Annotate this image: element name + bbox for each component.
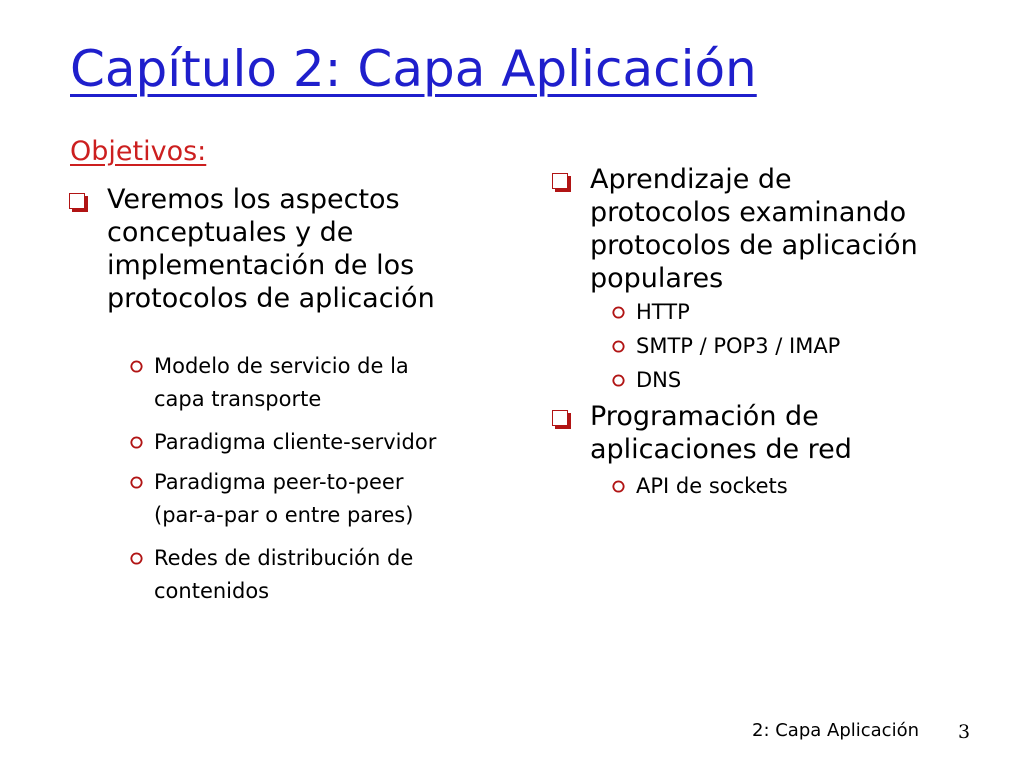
bullet-text-line: conceptuales y de [107,217,354,248]
sub-bullet-text-line: Modelo de servicio de la [154,354,409,378]
hollow-circle-bullet-icon [612,340,625,353]
sub-bullet-text-line: Paradigma peer-to-peer [154,470,404,494]
sub-bullet-item [154,466,413,532]
sub-bullet-item [154,542,413,608]
slide-title: Capítulo 2: Capa Aplicación [70,40,757,98]
page-number: 3 [958,721,971,743]
sub-bullet-text-line: contenidos [154,579,270,603]
hollow-circle-bullet-icon [130,360,143,373]
sub-bullet-item [636,364,681,397]
objectives-heading: Objetivos: [70,136,207,167]
square-bullet-icon [552,173,568,189]
sub-bullet-text-line: capa transporte [154,387,322,411]
hollow-circle-bullet-icon [612,374,625,387]
sub-bullet-text-line: API de sockets [636,474,788,498]
bullet-text-line: Veremos los aspectos [107,184,400,215]
bullet-text-line: populares [590,263,724,294]
sub-bullet-text-line: HTTP [636,300,690,324]
sub-bullet-text-line: (par-a-par o entre pares) [154,503,414,527]
bullet-text-line: protocolos de aplicación [590,230,918,261]
bullet-item [590,163,918,295]
sub-bullet-item [154,426,436,459]
hollow-circle-bullet-icon [612,306,625,319]
footer-chapter-label: 2: Capa Aplicación [752,720,920,741]
sub-bullet-item [636,330,840,363]
hollow-circle-bullet-icon [130,436,143,449]
sub-bullet-text-line: Paradigma cliente-servidor [154,430,437,454]
bullet-text-line: Aprendizaje de [590,164,792,195]
bullet-text-line: protocolos examinando [590,197,907,228]
sub-bullet-item [636,470,788,503]
bullet-text-line: protocolos de aplicación [107,283,435,314]
hollow-circle-bullet-icon [130,476,143,489]
square-bullet-icon [552,410,568,426]
sub-bullet-text-line: SMTP / POP3 / IMAP [636,334,841,358]
bullet-text-line: Programación de [590,401,819,432]
bullet-text-line: implementación de los [107,250,415,281]
sub-bullet-item [154,350,409,416]
bullet-item [590,400,852,466]
square-bullet-icon [69,193,85,209]
bullet-text-line: aplicaciones de red [590,434,852,465]
bullet-item [107,183,435,315]
sub-bullet-text-line: Redes de distribución de [154,546,414,570]
hollow-circle-bullet-icon [612,480,625,493]
hollow-circle-bullet-icon [130,552,143,565]
sub-bullet-text-line: DNS [636,368,682,392]
sub-bullet-item [636,296,690,329]
